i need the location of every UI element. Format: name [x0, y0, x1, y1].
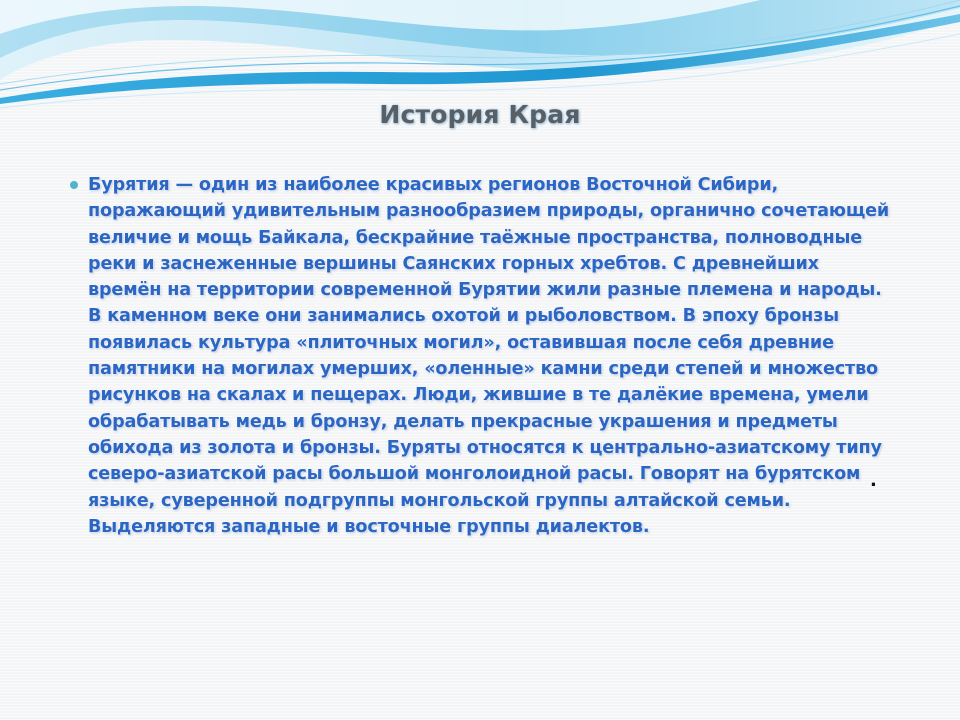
content-body	[88, 172, 896, 540]
slide-title: История Края	[379, 100, 581, 129]
stray-period-mark: .	[870, 470, 877, 491]
bullet-dot-icon	[70, 181, 78, 189]
main-paragraph: Бурятия — один из наиболее красивых регионов Восточной Сибири, поражающий удивительным разнообразием природы, органично сочетающей величие и мощь Байкала, бескрайние таёжные пространства, полноводные реки и заснеженные вершины Саянских горных хребтов. С древнейших времён на территории современной Бурятии жили разные племена и народы. В каменном веке они занимались охотой и рыболовством. В эпоху бронзы появилась культура «плиточных могил», оставившая после себя древние памятники на могилах умерших, «оленные» камни среди степей и множество рисунков на скалах и пещерах. Люди, жившие в те далёкие времена, умели обрабатывать медь и бронзу, делать прекрасные украшения и предметы обихода из золота и бронзы. Буряты относятся к центрально-азиатскому типу северо-азиатской расы большой монголоидной расы. Говорят на бурятском языке, суверенной подгруппы монгольской группы алтайской семьи. Выделяются западные и восточные группы диалектов.	[88, 175, 890, 537]
